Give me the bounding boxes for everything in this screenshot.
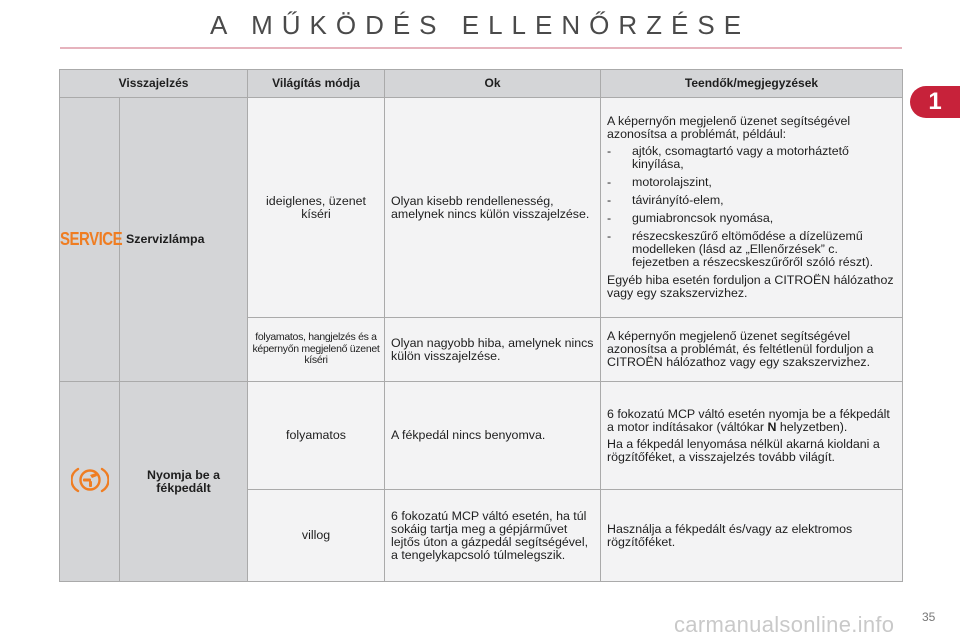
brake-pedal-icon <box>71 465 109 495</box>
column-header-cause: Ok <box>385 70 601 98</box>
service-indicator-cell <box>60 98 123 382</box>
lighting-mode: ideiglenes, üzenet kíséri <box>248 98 385 318</box>
title-divider <box>60 47 902 49</box>
cause-text: Olyan nagyobb hiba, amelynek nincs külön visszajelzése. <box>385 318 601 382</box>
cause-text: 6 fokozatú MCP váltó esetén, ha túl sokáig tartja meg a gépjárművet lejtős úton a gázpedál segítségével, a tengelykapcsoló túlmelegszik. <box>385 490 601 582</box>
list-item: - ajtók, csomagtartó vagy a motorháztető kinyílása, <box>607 145 896 171</box>
warning-lights-table <box>59 69 903 582</box>
page-number: 35 <box>922 610 936 624</box>
cause-text: A fékpedál nincs benyomva. <box>385 382 601 490</box>
table-header-row <box>60 70 903 98</box>
action-paragraph: Ha a fékpedál lenyomása nélkül akarná kioldani a rögzítőféket, a visszajelzés tovább világít. <box>607 436 880 464</box>
action-text: A képernyőn megjelenő üzenet segítségével azonosítsa a problémát, és feltétlenül forduljon a CITROËN hálózathoz vagy egy szakszervizhez. <box>601 318 903 382</box>
column-header-action: Teendők/megjegyzések <box>601 70 903 98</box>
chapter-number: 1 <box>928 88 942 115</box>
action-paragraph <box>607 408 896 434</box>
action-cell <box>601 382 903 490</box>
lighting-mode: folyamatos, hangjelzés és a képernyőn megjelenő üzenet kíséri <box>248 318 385 382</box>
action-list <box>607 145 896 269</box>
lighting-mode: folyamatos <box>248 382 385 490</box>
list-item: - motorolajszint, <box>607 176 896 189</box>
action-outro: Egyéb hiba esetén forduljon a CITROËN hálózathoz vagy egy szakszervizhez. <box>607 273 894 300</box>
list-item: - gumiabroncsok nyomása, <box>607 212 896 225</box>
indicator-name: Nyomja be a fékpedált <box>120 382 248 582</box>
lighting-mode: villog <box>248 490 385 582</box>
column-header-indicator: Visszajelzés <box>60 70 248 98</box>
action-cell <box>601 98 903 318</box>
indicator-name: Szervizlámpa <box>120 98 248 382</box>
action-text-segment: helyzetben). <box>776 419 848 434</box>
action-text: Használja a fékpedált és/vagy az elektromos rögzítőféket. <box>601 490 903 582</box>
gear-position-label: N <box>767 419 777 434</box>
list-item: - távirányító-elem, <box>607 194 896 207</box>
cause-text: Olyan kisebb rendellenesség, amelynek nincs külön visszajelzése. <box>385 98 601 318</box>
table-row <box>60 382 903 490</box>
list-item: - részecskeszűrő eltömődése a dízelüzemű modelleken (lásd az „Ellenőrzések” c. fejezetben a részecskeszűrőről szóló részt). <box>607 230 896 269</box>
table-row <box>60 98 903 318</box>
brake-indicator-cell <box>60 382 120 582</box>
column-header-lighting: Világítás módja <box>248 70 385 98</box>
service-icon: SERVICE <box>60 228 123 250</box>
action-text-segment: 6 fokozatú MCP váltó esetén nyomja be a fékpedált a motor indításakor (váltókar <box>607 406 890 434</box>
page-title: A MŰKÖDÉS ELLENŐRZÉSE <box>209 10 751 40</box>
chapter-tab <box>910 86 960 118</box>
watermark: carmanualsonline.info <box>674 612 895 637</box>
action-intro: A képernyőn megjelenő üzenet segítségével azonosítsa a problémát, például: <box>607 114 851 141</box>
